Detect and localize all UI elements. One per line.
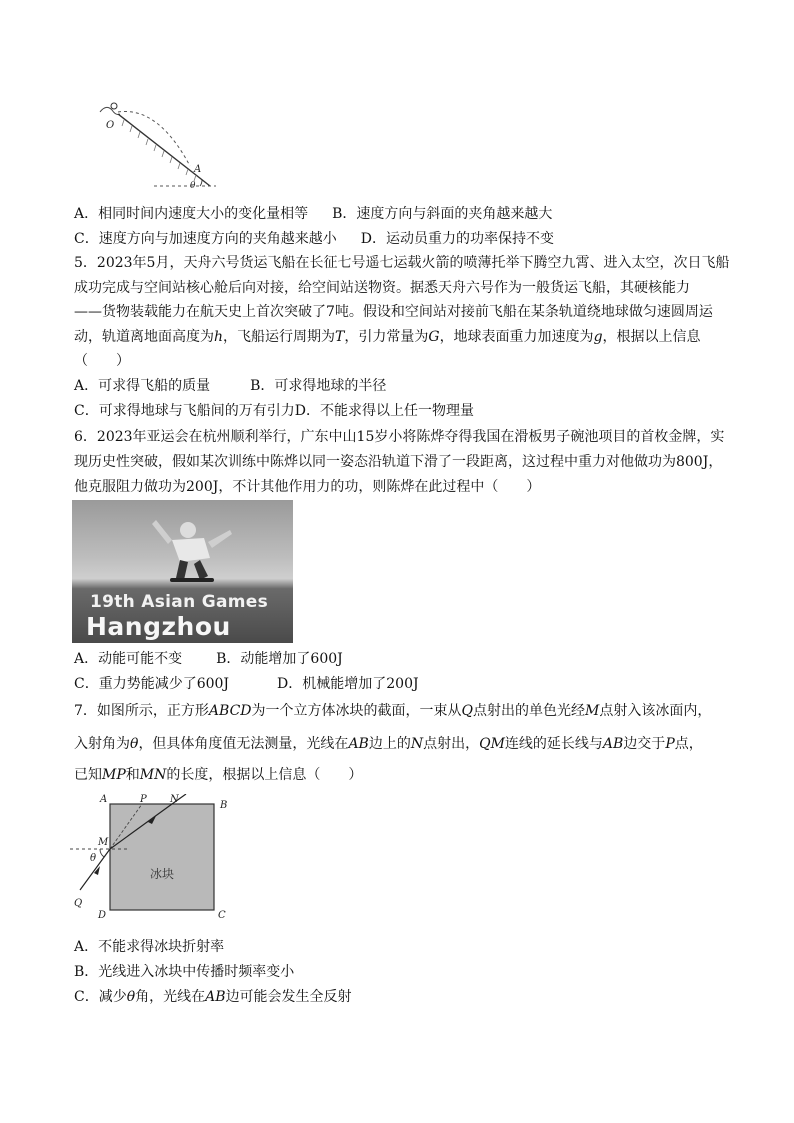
q5-l4e: ，根据以上信息 [602, 329, 701, 345]
q7-l2e: 连线的延长线与 [504, 736, 603, 752]
q5-text-line1: 5．2023年5月，天舟六号货运飞船在长征七号遥七运载火箭的喷薄托举下腾空九霄、进入太空，次日飞船 [74, 255, 730, 271]
q7-l2a: 入射角为 [74, 736, 130, 752]
q6-option-a[interactable]: A．动能可能不变 [74, 651, 183, 667]
q7-abcd: ABCD [208, 703, 252, 719]
q7-l1c: 点射出的单色光经 [473, 703, 586, 719]
q4-options-row2 [74, 230, 554, 248]
q5-options-row1 [74, 377, 386, 395]
q7-c-theta: θ [126, 989, 136, 1005]
q5-text-line4 [74, 328, 701, 346]
q5-option-c[interactable]: C．可求得地球与飞船间的万有引力 [74, 403, 295, 419]
label-a: A [194, 164, 202, 175]
fig-label-n: N [170, 794, 179, 805]
q7-option-b[interactable]: B．光线进入冰块中传播时频率变小 [74, 964, 295, 980]
q7-l2f: 边交于 [623, 736, 666, 752]
fig-label-ice: 冰块 [150, 867, 175, 881]
fig-label-d: D [98, 910, 107, 921]
q5-l4c: ，引力常量为 [344, 329, 429, 345]
q7-l2g: 点， [674, 736, 703, 752]
photo-banner-line2: Hangzhou [86, 612, 231, 641]
q6-option-c[interactable]: C．重力势能减少了600J [74, 676, 230, 692]
q7-p: P [665, 736, 675, 752]
q7-ab-2: AB [602, 736, 624, 752]
q5-text-line2: 成功完成与空间站核心舱后向对接，给空间站送物资。据悉天舟六号作为一般货运飞船，其硬核能力 [74, 280, 690, 296]
q6-text-line2: 现历史性突破，假如某次训练中陈烨以同一姿态沿轨道下滑了一段距离，这过程中重力对他做功为800J， [74, 454, 723, 470]
slope-figure [98, 96, 222, 192]
q5-options-row2 [74, 402, 474, 420]
q7-l3c: 的长度，根据以上信息（ ） [166, 767, 363, 783]
label-o: O [106, 120, 115, 131]
q6-option-b[interactable]: B．动能增加了600J [216, 651, 343, 667]
fig-label-m: M [98, 837, 109, 848]
q7-ab: AB [348, 736, 369, 752]
fig-label-q: Q [74, 898, 83, 909]
q6-option-d[interactable]: D．机械能增加了200J [277, 676, 419, 692]
q7-text-line3 [74, 766, 362, 784]
q4-option-d[interactable]: D．运动员重力的功率保持不变 [360, 231, 554, 247]
q7-l3a: 已知 [74, 767, 102, 783]
q6-options-row1 [74, 650, 343, 668]
q7-l2b: ，但具体角度值无法测量，光线在 [138, 736, 349, 752]
q7-option-a[interactable]: A．不能求得冰块折射率 [74, 939, 225, 955]
q7-c-post: 边可能会发生全反射 [225, 989, 352, 1005]
q7-l2c: 边上的 [368, 736, 411, 752]
q5-answer-blank: （ ） [74, 353, 130, 369]
q5-G: G [428, 329, 440, 345]
q7-c-pre: C．减少 [74, 989, 127, 1005]
fig-label-a: A [100, 794, 108, 805]
q5-l4d: ，地球表面重力加速度为 [439, 329, 594, 345]
q7-l1d: 点射入该冰面内， [599, 703, 712, 719]
q7-c-mid: 角，光线在 [135, 989, 206, 1005]
q4-option-a[interactable]: A．相同时间内速度大小的变化量相等 [74, 206, 309, 222]
q5-l4a: 动，轨道离地面高度为 [74, 329, 214, 345]
q7-n: N [410, 736, 424, 752]
q7-text-line2 [74, 735, 703, 753]
label-theta: θ [190, 181, 196, 191]
q4-option-c[interactable]: C．速度方向与加速度方向的夹角越来越小 [74, 231, 337, 247]
q7-l1b: 为一个立方体冰块的截面，一束从 [251, 703, 462, 719]
q5-option-a[interactable]: A．可求得飞船的质量 [74, 378, 211, 394]
q7-mp: MP [102, 767, 126, 783]
q5-text-line3: ——货物装载能力在航天史上首次突破了7吨。假设和空间站对接前飞船在某条轨道绕地球做匀速圆周运 [74, 304, 713, 320]
ice-block-figure [70, 794, 240, 924]
skateboard-photo [72, 500, 293, 643]
q6-options-row2 [74, 675, 419, 693]
q4-option-b[interactable]: B．速度方向与斜面的夹角越来越大 [332, 206, 553, 222]
q7-mn: MN [139, 767, 167, 783]
q5-g: g [593, 329, 603, 345]
q5-h: h [214, 329, 224, 345]
q7-l3b: 和 [125, 767, 140, 783]
fig-label-theta: θ [90, 853, 97, 864]
q7-m: M [585, 703, 600, 719]
ice-square [110, 804, 214, 910]
q6-text-line1: 6．2023年亚运会在杭州顺利举行，广东中山15岁小将陈烨夺得我国在滑板男子碗池项目的首枚金牌，实 [74, 429, 725, 445]
q5-option-b[interactable]: B．可求得地球的半径 [250, 378, 387, 394]
q4-options-row1 [74, 205, 552, 223]
q7-theta: θ [130, 736, 139, 752]
fig-label-b: B [220, 800, 228, 811]
fig-label-c: C [218, 910, 226, 921]
q5-l4b: ，飞船运行周期为 [223, 329, 336, 345]
q7-l1a: 7．如图所示，正方形 [74, 703, 209, 719]
q7-text-line1 [74, 702, 711, 720]
q7-l2d: 点射出， [423, 736, 480, 752]
q7-qm: QM [479, 736, 505, 752]
q6-text-line3: 他克服阻力做功为200J，不计其他作用力的功，则陈烨在此过程中（ ） [74, 479, 541, 495]
q7-c-ab: AB [205, 989, 226, 1005]
q7-option-c[interactable] [74, 988, 352, 1006]
q5-T: T [335, 329, 345, 345]
fig-label-p: P [140, 794, 147, 805]
photo-banner-line1: 19th Asian Games [90, 592, 268, 612]
q5-option-d[interactable]: D．不能求得以上任一物理量 [294, 403, 474, 419]
q7-q: Q [461, 703, 474, 719]
